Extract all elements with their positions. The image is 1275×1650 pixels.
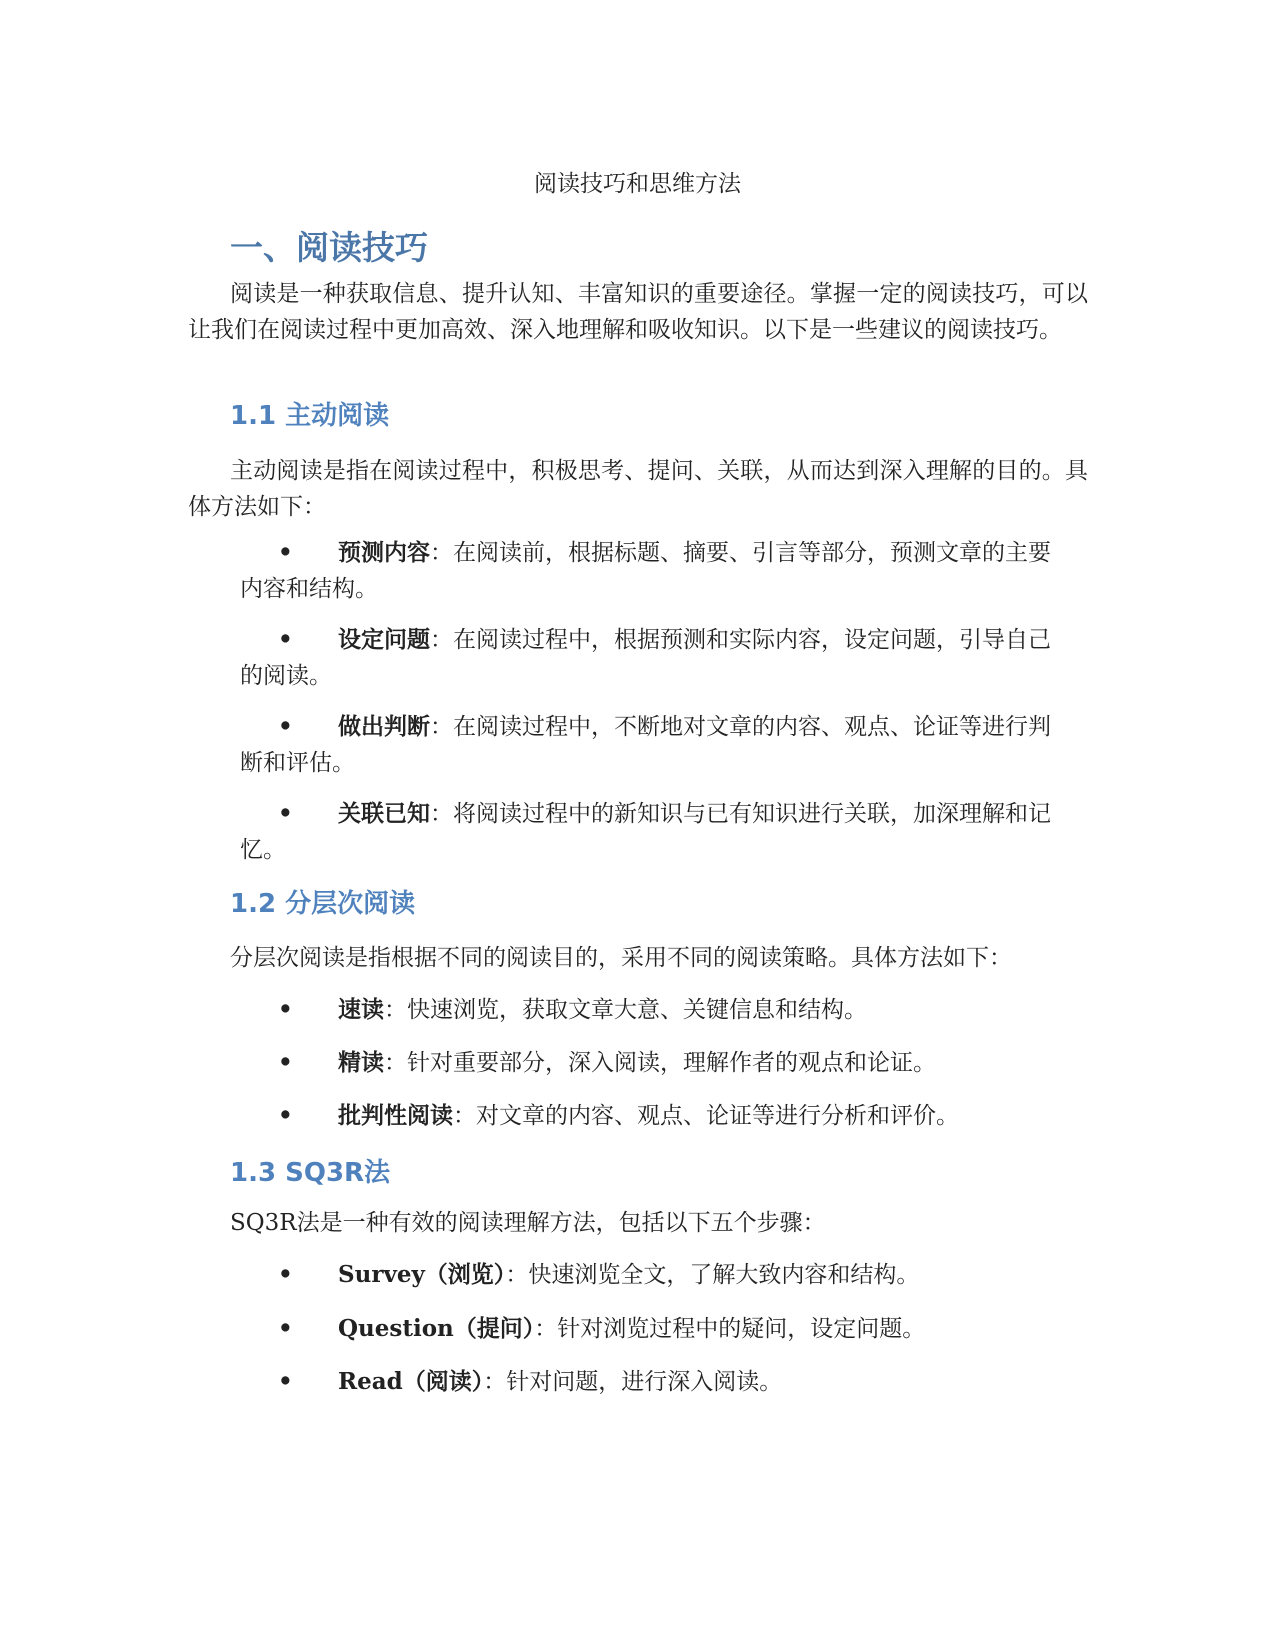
sq3r-intro: SQ3R法是一种有效的阅读理解方法，包括以下五个步骤： <box>230 1210 826 1236</box>
list-item-term: Read（阅读） <box>338 1368 484 1395</box>
list-item-description: ：对文章的内容、观点、论证等进行分析和评价。 <box>453 1103 959 1129</box>
list-item <box>240 535 1070 607</box>
list-item-term: 关联已知 <box>338 800 430 827</box>
section-heading-reading-skills: 一、阅读技巧 <box>230 228 428 267</box>
bullet-icon: • <box>278 713 293 740</box>
list-item-description: ：在阅读前，根据标题、摘要、引言等部分，预测文章的主要内容和结构。 <box>240 540 1051 602</box>
list-item-term: Question（提问） <box>338 1315 535 1342</box>
list-item-description: ：快速浏览全文，了解大致内容和结构。 <box>505 1262 920 1288</box>
subsection-heading-active-reading: 1.1 主动阅读 <box>230 401 390 431</box>
section-intro-paragraph: 阅读是一种获取信息、提升认知、丰富知识的重要途径。掌握一定的阅读技巧，可以让我们在阅读过程中更加高效、深入地理解和吸收知识。以下是一些建议的阅读技巧。 <box>188 281 1088 343</box>
bullet-icon: • <box>278 1368 293 1395</box>
list-item-description: ：针对浏览过程中的疑问，设定问题。 <box>534 1316 926 1342</box>
list-item <box>240 1257 1070 1293</box>
list-item-term: 预测内容 <box>338 539 430 566</box>
list-item <box>240 1311 1070 1347</box>
bullet-icon: • <box>278 1315 293 1342</box>
list-item <box>240 796 1070 868</box>
list-item-description: ：将阅读过程中的新知识与已有知识进行关联，加深理解和记忆。 <box>240 801 1051 863</box>
list-item-description: ：针对问题，进行深入阅读。 <box>483 1369 783 1395</box>
subsection-heading-layered-reading: 1.2 分层次阅读 <box>230 889 416 919</box>
list-item-term: 批判性阅读 <box>338 1102 453 1129</box>
list-item-term: 设定问题 <box>338 626 430 653</box>
list-item-description: ：针对重要部分，深入阅读，理解作者的观点和论证。 <box>384 1050 936 1076</box>
bullet-icon: • <box>278 800 293 827</box>
list-item <box>240 992 1070 1028</box>
list-item-term: 速读 <box>338 996 384 1023</box>
list-item-term: 做出判断 <box>338 713 430 740</box>
list-item-description: ：在阅读过程中，根据预测和实际内容，设定问题，引导自己的阅读。 <box>240 627 1051 689</box>
subsection-heading-sq3r: 1.3 SQ3R法 <box>230 1158 391 1188</box>
list-item <box>240 1045 1070 1081</box>
list-item-description: ：快速浏览，获取文章大意、关键信息和结构。 <box>384 997 867 1023</box>
layered-reading-intro: 分层次阅读是指根据不同的阅读目的，采用不同的阅读策略。具体方法如下： <box>230 945 1012 971</box>
list-item <box>240 622 1070 694</box>
list-item <box>240 1098 1070 1134</box>
bullet-icon: • <box>278 1261 293 1288</box>
list-item <box>240 1364 1070 1400</box>
list-item-description: ：在阅读过程中，不断地对文章的内容、观点、论证等进行判断和评估。 <box>240 714 1051 776</box>
list-item <box>240 709 1070 781</box>
bullet-icon: • <box>278 1049 293 1076</box>
list-item-term: Survey（浏览） <box>338 1261 506 1288</box>
bullet-icon: • <box>278 1102 293 1129</box>
bullet-icon: • <box>278 626 293 653</box>
bullet-icon: • <box>278 996 293 1023</box>
document-title: 阅读技巧和思维方法 <box>534 171 741 197</box>
bullet-icon: • <box>278 539 293 566</box>
list-item-term: 精读 <box>338 1049 384 1076</box>
active-reading-intro: 主动阅读是指在阅读过程中，积极思考、提问、关联，从而达到深入理解的目的。具体方法如下： <box>188 458 1088 520</box>
